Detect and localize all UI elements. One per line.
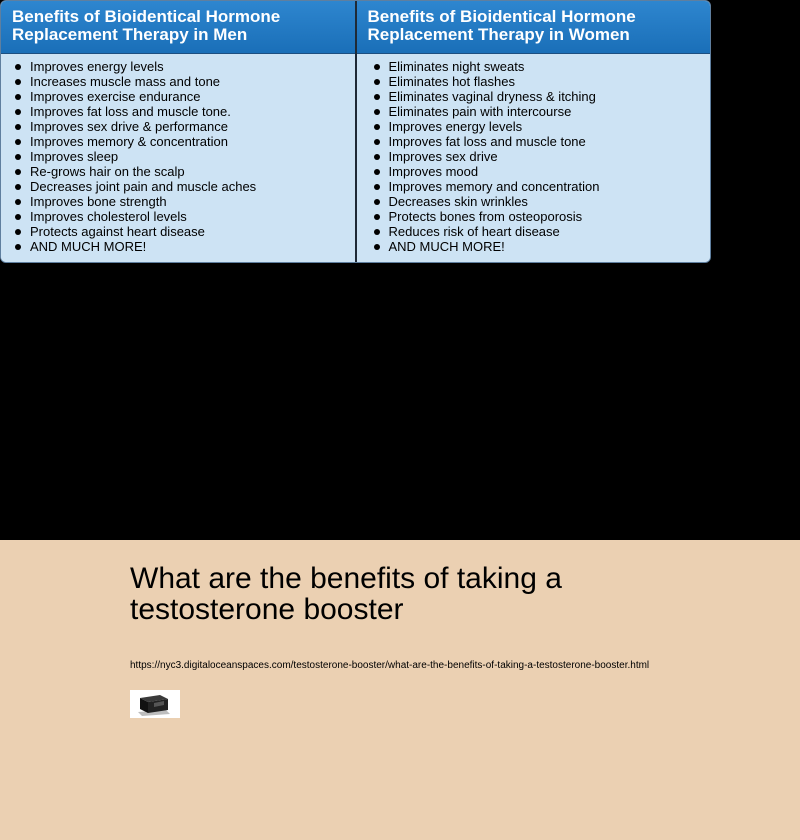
list-item: Protects against heart disease: [30, 224, 355, 239]
list-item: Improves cholesterol levels: [30, 209, 355, 224]
list-item: Eliminates vaginal dryness & itching: [389, 89, 711, 104]
article-link[interactable]: https://nyc3.digitaloceanspaces.com/testosterone-booster/what-are-the-benefits-of-taking-a-testosterone-booster.html: [130, 660, 650, 671]
list-item: Reduces risk of heart disease: [389, 224, 711, 239]
men-benefits-column: [1, 1, 355, 262]
list-item: Improves fat loss and muscle tone.: [30, 104, 355, 119]
list-item: AND MUCH MORE!: [389, 239, 711, 254]
list-item: Improves sleep: [30, 149, 355, 164]
list-item: Improves sex drive: [389, 149, 711, 164]
product-box-icon: [130, 690, 180, 718]
list-item: Improves bone strength: [30, 194, 355, 209]
men-benefits-body: [1, 54, 355, 262]
list-item: Improves mood: [389, 164, 711, 179]
women-benefits-list: [357, 59, 711, 254]
list-item: Improves energy levels: [389, 119, 711, 134]
men-benefits-heading: Benefits of Bioidentical Hormone Replacement Therapy in Men: [1, 1, 355, 54]
list-item: Re-grows hair on the scalp: [30, 164, 355, 179]
list-item: Improves sex drive & performance: [30, 119, 355, 134]
list-item: Improves energy levels: [30, 59, 355, 74]
men-benefits-list: [1, 59, 355, 254]
women-benefits-body: [357, 54, 711, 262]
list-item: Protects bones from osteoporosis: [389, 209, 711, 224]
article-section: [0, 540, 800, 840]
list-item: Improves exercise endurance: [30, 89, 355, 104]
list-item: Eliminates night sweats: [389, 59, 711, 74]
list-item: Eliminates pain with intercourse: [389, 104, 711, 119]
women-benefits-heading: Benefits of Bioidentical Hormone Replacement Therapy in Women: [357, 1, 711, 54]
list-item: AND MUCH MORE!: [30, 239, 355, 254]
women-benefits-column: [355, 1, 711, 262]
list-item: Decreases skin wrinkles: [389, 194, 711, 209]
list-item: Increases muscle mass and tone: [30, 74, 355, 89]
benefits-table: [0, 0, 711, 263]
list-item: Eliminates hot flashes: [389, 74, 711, 89]
list-item: Improves memory and concentration: [389, 179, 711, 194]
page-title: What are the benefits of taking a testosterone booster: [130, 562, 562, 626]
list-item: Improves memory & concentration: [30, 134, 355, 149]
list-item: Improves fat loss and muscle tone: [389, 134, 711, 149]
list-item: Decreases joint pain and muscle aches: [30, 179, 355, 194]
product-thumbnail[interactable]: [130, 690, 180, 718]
